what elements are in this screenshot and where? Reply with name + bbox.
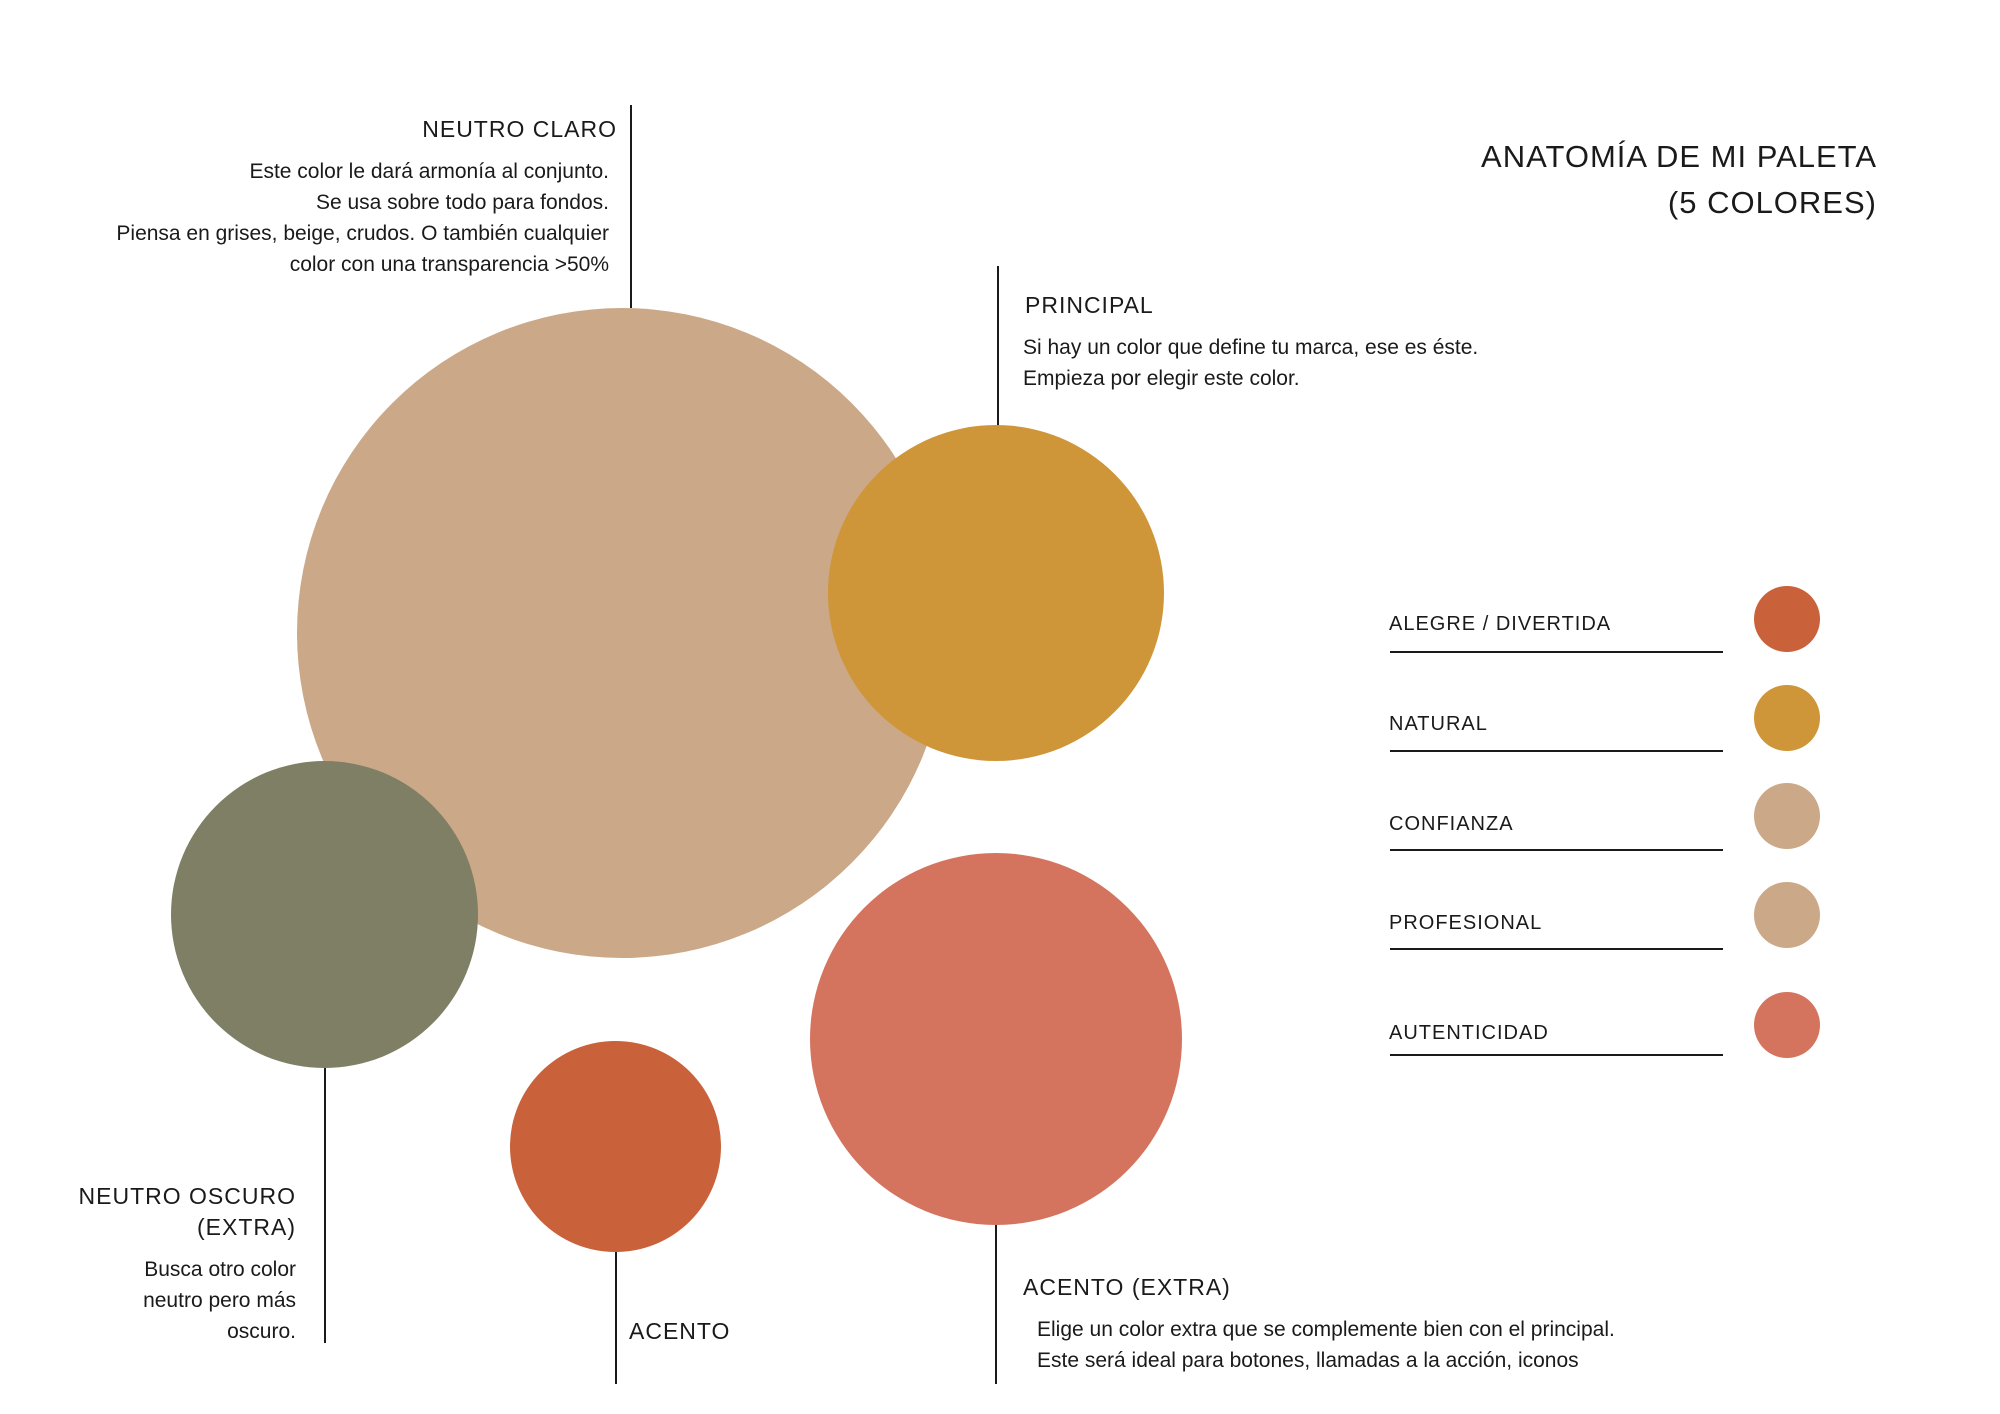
neutro-claro-label: NEUTRO CLARO	[422, 116, 617, 142]
acento-extra-circle	[810, 853, 1182, 1225]
acento-circle	[510, 1041, 721, 1252]
neutro-oscuro-label-line-1: NEUTRO OSCURO	[78, 1183, 296, 1209]
mood-underline	[1390, 750, 1723, 752]
title-line-1: ANATOMÍA DE MI PALETA	[1481, 139, 1877, 174]
neutro-oscuro-leader-line	[324, 1068, 326, 1343]
mood-label: ALEGRE / DIVERTIDA	[1389, 613, 1612, 635]
mood-label: PROFESIONAL	[1389, 912, 1543, 934]
mood-underline	[1390, 1054, 1723, 1056]
acento-extra-description: Elige un color extra que se complemente bien con el principal. Este será ideal para botones, llamadas a la acción, iconos	[1037, 1318, 1615, 1372]
principal-circle	[828, 425, 1164, 761]
neutro-oscuro-circle	[171, 761, 478, 1068]
mood-underline	[1390, 651, 1723, 653]
mood-label: AUTENTICIDAD	[1389, 1022, 1549, 1044]
neutro-oscuro-label-line-2: (EXTRA)	[197, 1214, 296, 1240]
mood-underline	[1390, 849, 1723, 851]
acento-leader-line	[615, 1252, 617, 1384]
mood-swatch	[1754, 992, 1820, 1058]
neutro-claro-description: Este color le dará armonía al conjunto. Se usa sobre todo para fondos. Piensa en grises, beige, crudos. O también cualquier color con una transparencia >50%	[116, 160, 609, 276]
mood-swatch	[1754, 783, 1820, 849]
principal-label: PRINCIPAL	[1025, 292, 1154, 318]
principal-description: Si hay un color que define tu marca, ese es éste. Empieza por elegir este color.	[1023, 336, 1479, 390]
mood-swatch	[1754, 586, 1820, 652]
page-title	[1377, 134, 1877, 226]
mood-label: CONFIANZA	[1389, 813, 1514, 835]
title-line-2: (5 COLORES)	[1667, 185, 1877, 220]
neutro-claro-leader-line	[630, 105, 632, 308]
acento-extra-label: ACENTO (EXTRA)	[1023, 1274, 1231, 1300]
neutro-oscuro-label	[79, 1181, 296, 1243]
acento-label: ACENTO	[629, 1318, 731, 1344]
mood-swatch	[1754, 882, 1820, 948]
mood-label: NATURAL	[1389, 713, 1488, 735]
acento-extra-leader-line	[995, 1225, 997, 1384]
mood-underline	[1390, 948, 1723, 950]
principal-leader-line	[997, 266, 999, 426]
mood-swatch	[1754, 685, 1820, 751]
neutro-oscuro-description: Busca otro color neutro pero más oscuro.	[143, 1258, 296, 1343]
